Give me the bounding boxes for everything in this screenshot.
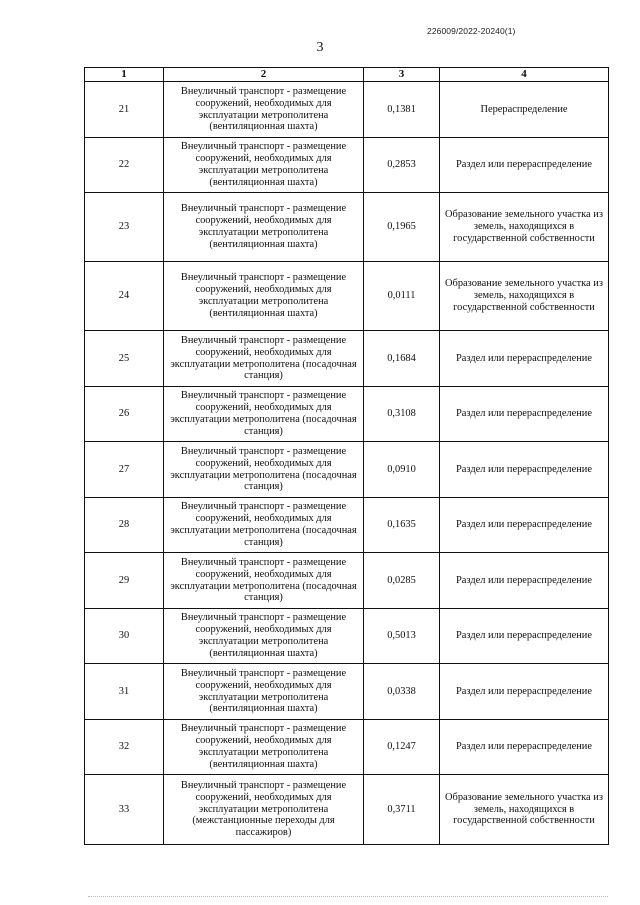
land-use-cell: Внеуличный транспорт - размещение сооружений, необходимых для эксплуатации метрополитена (вентиляционная шахта)	[164, 82, 364, 138]
page-number: 3	[316, 40, 324, 55]
table-row	[85, 775, 609, 845]
land-use-cell: Внеуличный транспорт - размещение сооружений, необходимых для эксплуатации метрополитена (вентиляционная шахта)	[164, 720, 364, 775]
area-cell: 0,2853	[364, 138, 440, 193]
formation-method-cell: Образование земельного участка из земель, находящихся в государственной собственности	[440, 262, 609, 331]
land-use-cell: Внеуличный транспорт - размещение сооружений, необходимых для эксплуатации метрополитена (вентиляционная шахта)	[164, 664, 364, 720]
table-header-row	[85, 68, 609, 82]
land-use-cell: Внеуличный транспорт - размещение сооружений, необходимых для эксплуатации метрополитена (посадочная станция)	[164, 498, 364, 553]
table-row	[85, 387, 609, 442]
row-number-cell: 32	[85, 720, 164, 775]
row-number-cell: 27	[85, 442, 164, 498]
formation-method-cell: Образование земельного участка из земель, находящихся в государственной собственности	[440, 193, 609, 262]
table-row	[85, 262, 609, 331]
formation-method-cell: Раздел или перераспределение	[440, 664, 609, 720]
area-cell: 0,1635	[364, 498, 440, 553]
land-use-cell: Внеуличный транспорт - размещение сооружений, необходимых для эксплуатации метрополитена (посадочная станция)	[164, 331, 364, 387]
land-use-cell: Внеуличный транспорт - размещение сооружений, необходимых для эксплуатации метрополитена (межстанционные переходы для пассажиров)	[164, 775, 364, 845]
area-cell: 0,5013	[364, 609, 440, 664]
row-number-cell: 33	[85, 775, 164, 845]
table-row	[85, 609, 609, 664]
table-row	[85, 331, 609, 387]
table-row	[85, 193, 609, 262]
row-number-cell: 31	[85, 664, 164, 720]
land-use-cell: Внеуличный транспорт - размещение сооружений, необходимых для эксплуатации метрополитена (вентиляционная шахта)	[164, 262, 364, 331]
table-row	[85, 664, 609, 720]
table-row	[85, 720, 609, 775]
table-row	[85, 553, 609, 609]
table-row	[85, 138, 609, 193]
area-cell: 0,1684	[364, 331, 440, 387]
formation-method-cell: Раздел или перераспределение	[440, 720, 609, 775]
formation-method-cell: Раздел или перераспределение	[440, 442, 609, 498]
formation-method-cell: Образование земельного участка из земель, находящихся в государственной собственности	[440, 775, 609, 845]
formation-method-cell: Раздел или перераспределение	[440, 553, 609, 609]
formation-method-cell: Перераспределение	[440, 82, 609, 138]
table-row	[85, 82, 609, 138]
area-cell: 0,0910	[364, 442, 440, 498]
page-footer-rule	[88, 896, 608, 897]
document-id: 226009/2022-20240(1)	[427, 26, 516, 36]
table-row	[85, 442, 609, 498]
row-number-cell: 28	[85, 498, 164, 553]
formation-method-cell: Раздел или перераспределение	[440, 498, 609, 553]
area-cell: 0,1247	[364, 720, 440, 775]
land-use-cell: Внеуличный транспорт - размещение сооружений, необходимых для эксплуатации метрополитена (посадочная станция)	[164, 387, 364, 442]
area-cell: 0,1381	[364, 82, 440, 138]
area-cell: 0,3108	[364, 387, 440, 442]
row-number-cell: 25	[85, 331, 164, 387]
area-cell: 0,0338	[364, 664, 440, 720]
row-number-cell: 24	[85, 262, 164, 331]
land-use-cell: Внеуличный транспорт - размещение сооружений, необходимых для эксплуатации метрополитена (посадочная станция)	[164, 442, 364, 498]
formation-method-cell: Раздел или перераспределение	[440, 609, 609, 664]
column-header-1: 1	[85, 68, 164, 82]
row-number-cell: 22	[85, 138, 164, 193]
land-use-cell: Внеуличный транспорт - размещение сооружений, необходимых для эксплуатации метрополитена (вентиляционная шахта)	[164, 138, 364, 193]
area-cell: 0,1965	[364, 193, 440, 262]
land-use-cell: Внеуличный транспорт - размещение сооружений, необходимых для эксплуатации метрополитена (вентиляционная шахта)	[164, 609, 364, 664]
land-plots-table	[84, 67, 609, 845]
land-use-cell: Внеуличный транспорт - размещение сооружений, необходимых для эксплуатации метрополитена (посадочная станция)	[164, 553, 364, 609]
row-number-cell: 29	[85, 553, 164, 609]
column-header-4: 4	[440, 68, 609, 82]
land-use-cell: Внеуличный транспорт - размещение сооружений, необходимых для эксплуатации метрополитена (вентиляционная шахта)	[164, 193, 364, 262]
formation-method-cell: Раздел или перераспределение	[440, 138, 609, 193]
table-body	[85, 82, 609, 845]
row-number-cell: 30	[85, 609, 164, 664]
area-cell: 0,0111	[364, 262, 440, 331]
column-header-3: 3	[364, 68, 440, 82]
formation-method-cell: Раздел или перераспределение	[440, 387, 609, 442]
row-number-cell: 23	[85, 193, 164, 262]
area-cell: 0,0285	[364, 553, 440, 609]
row-number-cell: 26	[85, 387, 164, 442]
row-number-cell: 21	[85, 82, 164, 138]
table-row	[85, 498, 609, 553]
area-cell: 0,3711	[364, 775, 440, 845]
formation-method-cell: Раздел или перераспределение	[440, 331, 609, 387]
column-header-2: 2	[164, 68, 364, 82]
